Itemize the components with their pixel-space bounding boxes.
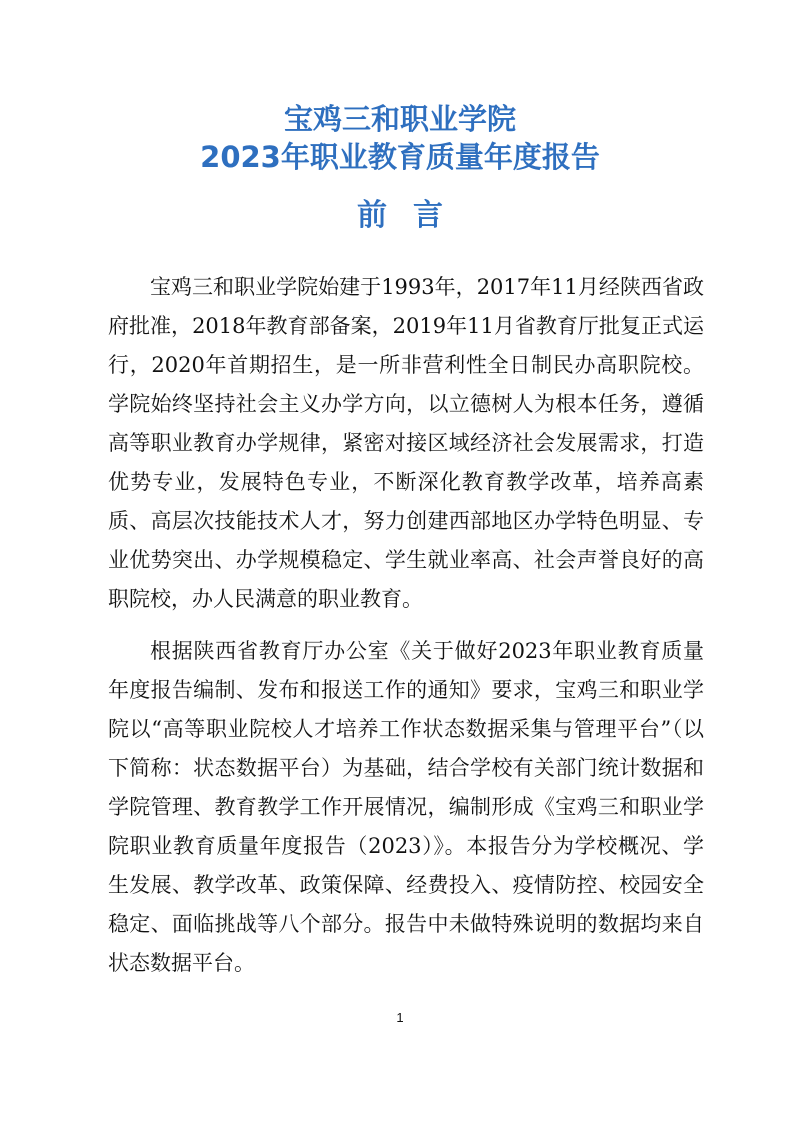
paragraph-2: 根据陕西省教育厅办公室《关于做好2023年职业教育质量年度报告编制、发布和报送工作的通知》要求，宝鸡三和职业学院以“高等职业院校人才培养工作状态数据采集与管理平台”（以下简称：状态数据平台）为基础，结合学校有关部门统计数据和学院管理、教育教学工作开展情况，编制形成《宝鸡三和职业学院职业教育质量年度报告（2023）》。本报告分为学校概况、学生发展、教学改革、政策保障、经费投入、疫情防控、校园安全稳定、面临挑战等八个部分。报告中未做特殊说明的数据均来自状态数据平台。 bbox=[108, 639, 704, 975]
report-title-year: 2023年职业教育质量年度报告 bbox=[200, 140, 600, 174]
page-number: 1 bbox=[396, 1010, 404, 1025]
report-title-school: 宝鸡三和职业学院 bbox=[283, 102, 516, 136]
paragraph-1: 宝鸡三和职业学院始建于1993年，2017年11月经陕西省政府批准，2018年教育部备案，2019年11月省教育厅批复正式运行，2020年首期招生，是一所非营利性全日制民办高职院校。学院始终坚持社会主义办学方向，以立德树人为根本任务，遵循高等职业教育办学规律，紧密对接区域经济社会发展需求，打造优势专业，发展特色专业，不断深化教育教学改革，培养高素质、高层次技能技术人才，努力创建西部地区办学特色明显、专业优势突出、办学规模稳定、学生就业率高、社会声誉良好的高职院校，办人民满意的职业教育。 bbox=[108, 275, 704, 611]
section-heading-preface: 前言 bbox=[357, 198, 469, 233]
